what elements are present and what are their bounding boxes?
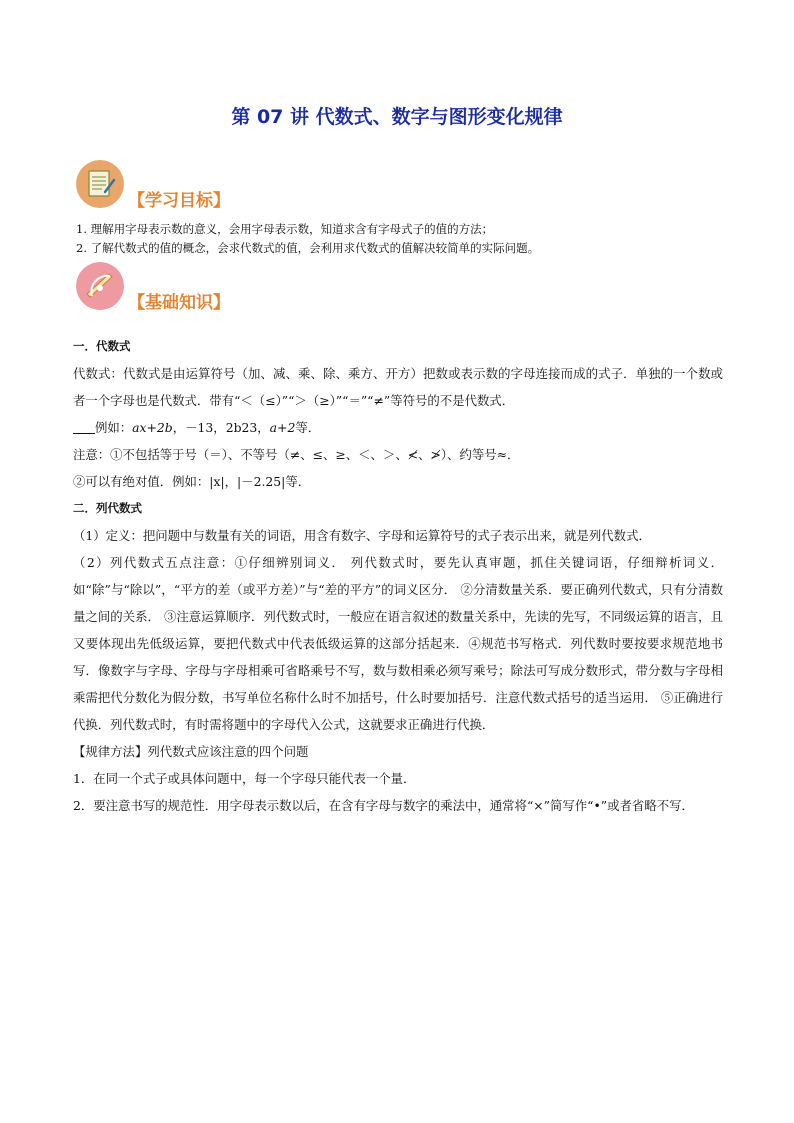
protractor-icon: [76, 262, 124, 310]
section-heading-algebraic-expression: 一．代数式: [73, 339, 131, 353]
objective-item: 1. 理解用字母表示数的意义，会用字母表示数，知道求含有字母式子的值的方法；: [76, 222, 494, 236]
method-item: 1．在同一个式子或具体问题中，每一个字母只能代表一个量．: [73, 771, 416, 786]
page-title: 第 07 讲 代数式、数字与图形变化规律: [231, 106, 563, 128]
definition-paragraph: 代数式：代数式是由运算符号（加、减、乘、除、乘方、开方）把数或表示数的字母连接而成的式子．单独的一个数或者一个字母也是代数式．带有“＜（≤）”“＞（≥）”“＝”“≠”等符号的不是代数式．: [73, 366, 723, 408]
notebook-icon: [76, 160, 124, 208]
underline-blank: [73, 419, 95, 434]
definition-list-expression: （1）定义：把问题中与数量有关的词语，用含有数字、字母和运算符号的式子表示出来，就是列代数式．: [73, 528, 651, 543]
method-title: 【规律方法】列代数式应该注意的四个问题: [73, 744, 309, 759]
example-line: 例如：ax+2b，－13，2b23，a+2等．: [73, 414, 723, 441]
note-line-2: ②可以有绝对值．例如：|x|，|－2.25|等．: [73, 474, 311, 489]
knowledge-section-header: [76, 262, 376, 318]
five-points-paragraph: （2）列代数式五点注意：①仔细辨别词义． 列代数式时，要先认真审题，抓住关键词语，仔细辩析词义．如“除”与“除以”，“平方的差（或平方差）”与“差的平方”的词义区分． ②分清数量关系．要正确列代数式，只有分清数量之间的关系． ③注意运算顺序．列代数式时，一般应在语言叙述的数量关系中，先读的先写，不同级运算的语言，且又要体现出先低级运算，要把代数式中代表低级运算的这部分括起来．④规范书写格式．列代数时要按要求规范地书写．像数字与字母、字母与字母相乘可省略乘号不写，数与数相乘必须写乘号；除法可写成分数形式，带分数与字母相乘需把代分数化为假分数，书写单位名称什么时不加括号，什么时要加括号．注意代数式括号的适当运用． ⑤正确进行代换．列代数式时，有时需将题中的字母代入公式，这就要求正确进行代换．: [73, 555, 723, 732]
objectives-list: [76, 220, 726, 258]
method-item: 2．要注意书写的规范性．用字母表示数以后，在含有字母与数字的乘法中，通常将“×”简写作“•”或者省略不写．: [73, 798, 694, 813]
note-line-1: 注意：①不包括等于号（＝）、不等号（≠、≤、≥、＜、＞、≮、≯）、约等号≈．: [73, 447, 520, 462]
knowledge-header-text: 【基础知识】: [128, 293, 230, 313]
main-content: [73, 333, 723, 819]
section-heading-list-expression: 二．列代数式: [73, 501, 142, 515]
objective-item: 2. 了解代数式的值的概念，会求代数式的值，会利用求代数式的值解决较简单的实际问题。: [76, 241, 540, 255]
objectives-section-header: [76, 160, 376, 216]
objectives-header-text: 【学习目标】: [128, 191, 230, 211]
